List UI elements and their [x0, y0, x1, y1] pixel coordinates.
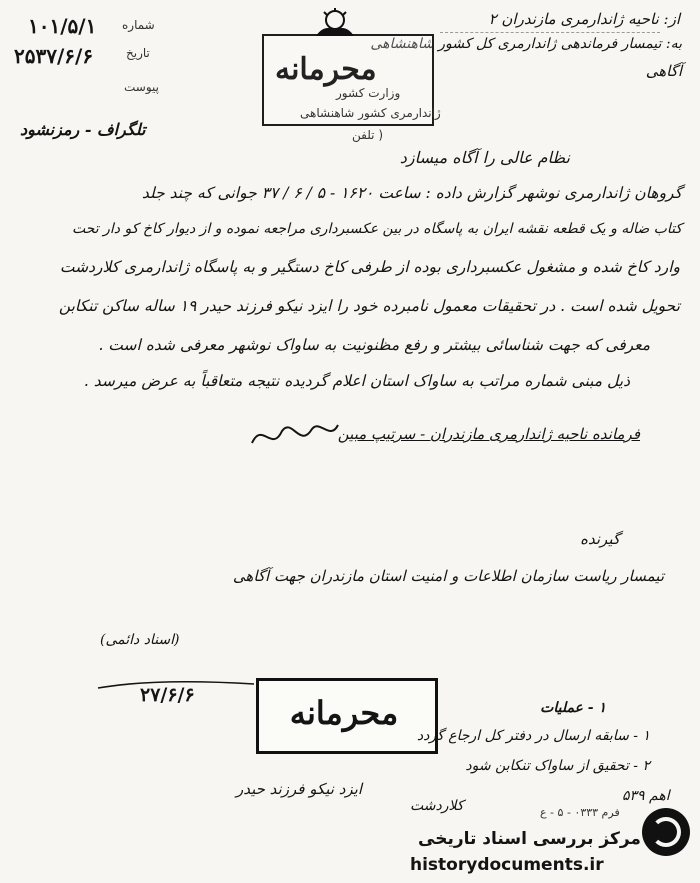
lion-and-sun-emblem: [306, 6, 364, 44]
archive-logo-mark: [651, 817, 681, 847]
body-line-1: گروهان ژاندارمری نوشهر گزارش داده : ساعت ۱۶۲۰ - ۵ / ۶ / ۳۷ جوانی که چند جلد: [141, 184, 682, 202]
body-line-3: وارد کاخ شده و مشغول عکسبرداری بوده از طرفی کاخ دستگیر و به پاسگاه ژاندارمری کلاردشت: [59, 258, 680, 276]
underline-scribble: [96, 676, 256, 692]
salutation: نظام عالی را آگاه میسازد: [399, 148, 570, 167]
body-line-2: کتاب ضاله و یک قطعه نقشه ایران به پاسگاه در بین عکسبرداری مراجعه نموده و از دیوار کاخ کو دار تحت: [72, 221, 682, 237]
confidential-stamp-text: محرمانه: [289, 694, 399, 732]
telegram-note: تلگراف - رمزنشود: [20, 120, 146, 139]
archive-url: historydocuments.ir: [410, 855, 604, 875]
letter-date: ۲۵۳۷/۶/۶: [14, 44, 94, 68]
phone-label: ( تلفن: [352, 128, 384, 142]
form-number: فرم ۰۳۳۳ - ۵ - ع: [540, 806, 620, 819]
date-label: تاریخ: [126, 46, 150, 60]
handwritten-number: ۲۷/۶/۶: [140, 684, 195, 706]
letter-number: ۱۰۱/۵/۱: [28, 14, 97, 38]
signature-line: فرمانده ناحیه ژاندارمری مازندران - سرتیپ مبین: [337, 425, 640, 443]
body-line-6: ذیل مبنی شماره مراتب به ساواک استان اعلام گردیده نتیجه متعاقباً به عرض میرسد .: [83, 372, 630, 390]
notes-heading: ۱ - عملیات: [540, 700, 606, 716]
note-1: ۱ - سابقه ارسال در دفتر کل ارجاع گردد: [416, 728, 650, 744]
from-line: از: ناحیه ژاندارمری مازندران ۲: [488, 10, 680, 28]
archive-org-name: مرکز بررسی اسناد تاریخی: [418, 829, 641, 849]
number-label: شماره: [122, 18, 155, 32]
archive-note: (اسناد دائمی): [100, 632, 180, 648]
margin-script: اهم ۵۳۹: [622, 788, 670, 804]
to-line-end: آگاهی: [645, 62, 682, 80]
body-line-4: تحویل شده است . در تحقیقات معمول نامبرده خود را ایزد نیکو فرزند حیدر ۱۹ ساله ساکن تنکابن: [58, 297, 680, 315]
note-2: ۲ - تحقیق از ساواک تنکابن شود: [465, 758, 650, 774]
copies-line: تیمسار ریاست سازمان اطلاعات و امنیت استان مازندران جهت آگاهی: [232, 567, 664, 585]
attachment-label: پیوست: [124, 80, 159, 94]
kelardasht-note: کلاردشت: [410, 798, 464, 814]
body-line-5: معرفی که جهت شناسائی بیشتر و رفع مظنونیت به ساواک نوشهر معرفی شده است .: [98, 336, 650, 354]
copies-heading: گیرنده: [580, 530, 620, 548]
stamp-confidential-word: محرمانه: [275, 52, 377, 87]
signature-scribble: [250, 415, 340, 455]
to-line: به: تیمسار فرماندهی ژاندارمری کل کشور شاهنشاهی: [370, 36, 682, 52]
gendarmerie-name: ژاندارمری کشور شاهنشاهی: [300, 106, 441, 120]
person-name: ایزد نیکو فرزند حیدر: [236, 780, 362, 798]
ministry-name: وزارت کشور: [336, 86, 401, 100]
